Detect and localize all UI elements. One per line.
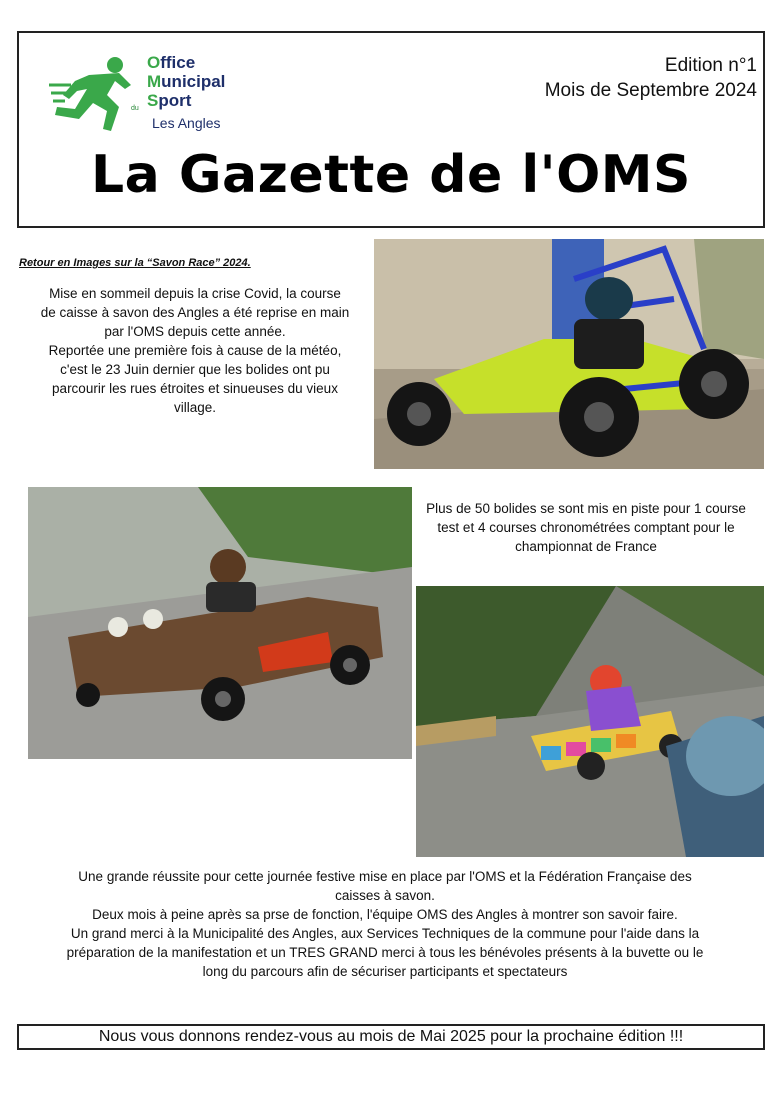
- logo-line-office: Office: [147, 53, 196, 72]
- page-title: La Gazette de l'OMS: [91, 145, 691, 205]
- edition-number: Edition n°1: [664, 55, 757, 76]
- edition-month: Mois de Septembre 2024: [544, 80, 757, 101]
- intro-text: [40, 284, 350, 417]
- closing-paragraph-2: Deux mois à peine après sa prse de fonction, l'équipe OMS des Angles à montrer son savoir faire.: [92, 907, 678, 922]
- photo-yellow-kart: [374, 239, 764, 469]
- logo-du: du: [131, 105, 139, 112]
- logo-subtitle: Les Angles: [152, 115, 221, 131]
- stats-text: Plus de 50 bolides se sont mis en piste pour 1 course test et 4 courses chronométrées comptant pour le championnat de France: [426, 501, 746, 554]
- logo-line-sport: Sport: [147, 91, 192, 110]
- closing-paragraph-1: Une grande réussite pour cette journée festive mise en place par l'OMS et la Fédération Française des caisses à savon.: [78, 869, 692, 903]
- edition-info: [545, 53, 757, 103]
- closing-paragraph-3: Un grand merci à la Municipalité des Angles, aux Services Techniques de la commune pour l'aide dans la préparation de la manifestation et un TRES GRAND merci à tous les bénévoles présents à la buvette ou le long du parcours afin de sécuriser participants et spectateurs: [66, 926, 704, 979]
- photo-colorful-kart: [416, 586, 764, 857]
- runner-icon: [49, 55, 141, 135]
- photo-rusty-car: [28, 487, 412, 759]
- intro-paragraph-2: Reportée une première fois à cause de la météo, c'est le 23 Juin dernier que les bolides ont pu parcourir les rues étroites et sinueuses du vieux village.: [48, 343, 342, 415]
- intro-paragraph-1: Mise en sommeil depuis la crise Covid, la course de caisse à savon des Angles a été reprise en main par l'OMS depuis cette année.: [40, 286, 350, 339]
- logo-line-municipal: Municipal: [147, 72, 226, 91]
- closing-text: [60, 867, 710, 981]
- footer-banner: Nous vous donnons rendez-vous au mois de Mai 2025 pour la prochaine édition !!!: [17, 1024, 765, 1050]
- oms-logo: [49, 51, 249, 141]
- gazette-header: [17, 31, 765, 228]
- section-title: Retour en Images sur la “Savon Race” 2024.: [19, 257, 251, 269]
